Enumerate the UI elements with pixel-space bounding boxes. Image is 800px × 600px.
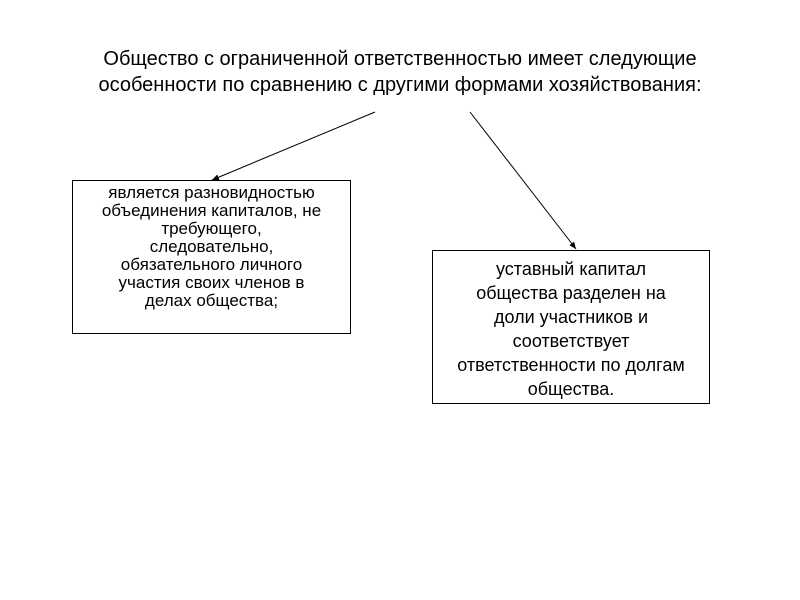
box-right-line-5: ответственности по долгам <box>457 355 685 375</box>
feature-box-authorized-capital <box>432 250 710 404</box>
box-left-line-6: участия своих членов в <box>118 273 305 292</box>
title-line-1: Общество с ограниченной ответственностью имеет следующие <box>103 48 697 70</box>
box-left-line-1: является разновидностью <box>108 183 315 202</box>
box-left-line-7: делах общества; <box>144 291 279 310</box>
feature-box-capital-association <box>72 180 351 334</box>
box-left-line-3: требующего, <box>161 219 262 238</box>
box-right-line-3: доли участников и <box>493 307 648 327</box>
box-right-line-1: уставный капитал <box>496 259 646 279</box>
box-left-line-5: обязательного личного <box>120 255 303 274</box>
box-left-line-4: следовательно, <box>149 237 274 256</box>
title-line-2: особенности по сравнению с другими формами хозяйствования: <box>98 74 702 96</box>
arrow-to-left-box <box>212 112 375 180</box>
box-right-line-2: общества разделен на <box>476 283 666 303</box>
arrow-to-right-box <box>470 112 576 249</box>
box-right-line-6: общества. <box>527 379 615 399</box>
box-left-line-2: объединения капиталов, не <box>101 201 322 220</box>
box-right-line-4: соответствует <box>512 331 630 351</box>
